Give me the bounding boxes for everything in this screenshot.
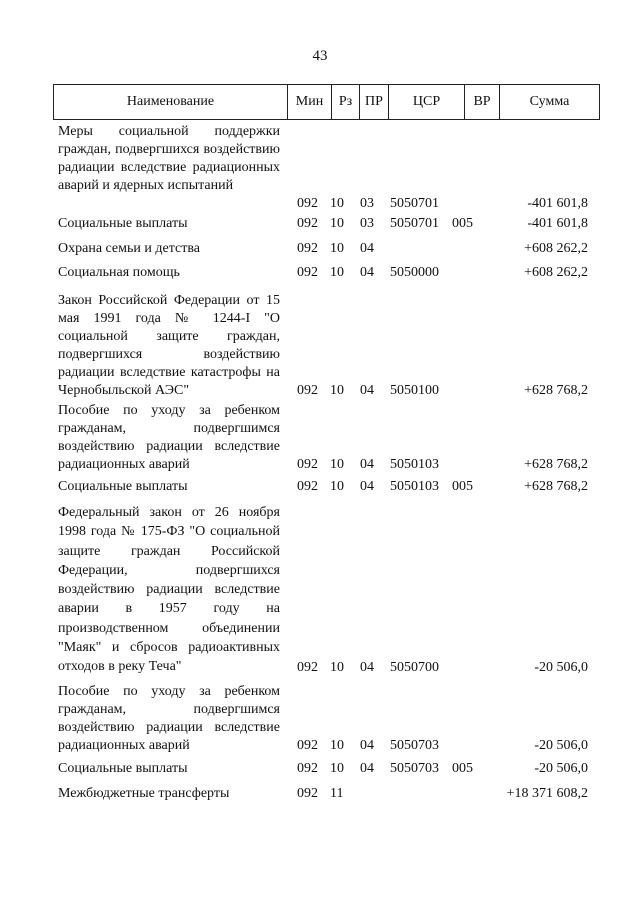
page-number: 43 — [312, 48, 328, 64]
table-row — [0, 240, 640, 258]
row-pr: 03 — [360, 196, 374, 211]
row-rz: 10 — [330, 761, 344, 776]
row-name: Социальные выплаты — [58, 216, 188, 231]
table-row — [0, 402, 640, 474]
row-pr: 04 — [360, 457, 374, 472]
header-name: Наименование — [54, 85, 288, 119]
row-min: 092 — [297, 761, 318, 776]
row-min: 092 — [297, 457, 318, 472]
row-sum: +608 262,2 — [524, 265, 588, 280]
row-csr: 5050703 — [390, 738, 439, 753]
row-csr: 5050700 — [390, 660, 439, 675]
header-min: Мин — [288, 85, 332, 119]
row-vr: 005 — [452, 479, 473, 494]
row-sum: -401 601,8 — [527, 216, 588, 231]
table-row — [0, 785, 640, 803]
row-csr: 5050000 — [390, 265, 439, 280]
row-sum: -20 506,0 — [534, 660, 588, 675]
row-name: Пособие по уходу за ребенком гражданам, подвергшимся воздействию радиации вследствие радиационных аварий — [58, 684, 280, 753]
row-csr: 5050100 — [390, 383, 439, 398]
row-name: Охрана семьи и детства — [58, 241, 200, 256]
row-sum: +18 371 608,2 — [506, 786, 588, 801]
row-csr: 5050103 — [390, 457, 439, 472]
header-vr: ВР — [465, 85, 500, 119]
row-csr: 5050103 — [390, 479, 439, 494]
row-name: Социальная помощь — [58, 265, 180, 280]
row-vr: 005 — [452, 761, 473, 776]
row-pr: 04 — [360, 241, 374, 256]
table-header — [53, 84, 600, 120]
row-min: 092 — [297, 241, 318, 256]
row-rz: 10 — [330, 738, 344, 753]
row-sum: +628 768,2 — [524, 457, 588, 472]
row-name: Закон Российской Федерации от 15 мая 1991 года № 1244-I "О социальной защите граждан, подвергшихся воздействию радиации вследствие катастрофы на Чернобыльской АЭС" — [58, 293, 280, 398]
row-rz: 10 — [330, 241, 344, 256]
row-min: 092 — [297, 383, 318, 398]
table-row — [0, 123, 640, 213]
row-rz: 10 — [330, 216, 344, 231]
row-rz: 10 — [330, 479, 344, 494]
header-pr: ПР — [360, 85, 389, 119]
row-pr: 04 — [360, 383, 374, 398]
table-row — [0, 683, 640, 755]
row-sum: -401 601,8 — [527, 196, 588, 211]
row-pr: 04 — [360, 479, 374, 494]
table-row — [0, 503, 640, 677]
row-min: 092 — [297, 738, 318, 753]
row-sum: +608 262,2 — [524, 241, 588, 256]
row-min: 092 — [297, 196, 318, 211]
table-row — [0, 760, 640, 778]
header-csr: ЦСР — [389, 85, 465, 119]
row-vr: 005 — [452, 216, 473, 231]
row-name: Социальные выплаты — [58, 761, 188, 776]
header-rz: Рз — [332, 85, 360, 119]
table-row — [0, 215, 640, 233]
table-row — [0, 264, 640, 282]
row-pr: 04 — [360, 761, 374, 776]
row-name: Федеральный закон от 26 ноября 1998 года № 175-ФЗ "О социальной защите граждан Российской Федерации, подвергшихся воздействию радиации вследствие аварии в 1957 году на производственном объединении "Маяк" и сбросов радиоактивных отходов в реку Теча" — [58, 505, 280, 675]
row-sum: +628 768,2 — [524, 383, 588, 398]
row-rz: 10 — [330, 457, 344, 472]
table-row — [0, 292, 640, 400]
row-sum: +628 768,2 — [524, 479, 588, 494]
row-min: 092 — [297, 660, 318, 675]
row-pr: 04 — [360, 738, 374, 753]
row-rz: 10 — [330, 660, 344, 675]
row-min: 092 — [297, 265, 318, 280]
row-name: Меры социальной поддержки граждан, подвергшихся воздействию радиации вследствие радиационных аварий и ядерных испытаний — [58, 124, 280, 193]
row-csr: 5050701 — [390, 196, 439, 211]
table-row — [0, 478, 640, 496]
row-min: 092 — [297, 216, 318, 231]
row-sum: -20 506,0 — [534, 761, 588, 776]
row-sum: -20 506,0 — [534, 738, 588, 753]
row-rz: 10 — [330, 383, 344, 398]
row-pr: 03 — [360, 216, 374, 231]
row-pr: 04 — [360, 660, 374, 675]
row-csr: 5050703 — [390, 761, 439, 776]
row-csr: 5050701 — [390, 216, 439, 231]
header-sum: Сумма — [529, 94, 570, 109]
row-pr: 04 — [360, 265, 374, 280]
row-name: Пособие по уходу за ребенком гражданам, подвергшимся воздействию радиации вследствие радиационных аварий — [58, 403, 280, 472]
row-name: Межбюджетные трансферты — [58, 786, 230, 801]
row-rz: 11 — [330, 786, 344, 801]
row-rz: 10 — [330, 265, 344, 280]
row-name: Социальные выплаты — [58, 479, 188, 494]
row-rz: 10 — [330, 196, 344, 211]
row-min: 092 — [297, 479, 318, 494]
row-min: 092 — [297, 786, 318, 801]
